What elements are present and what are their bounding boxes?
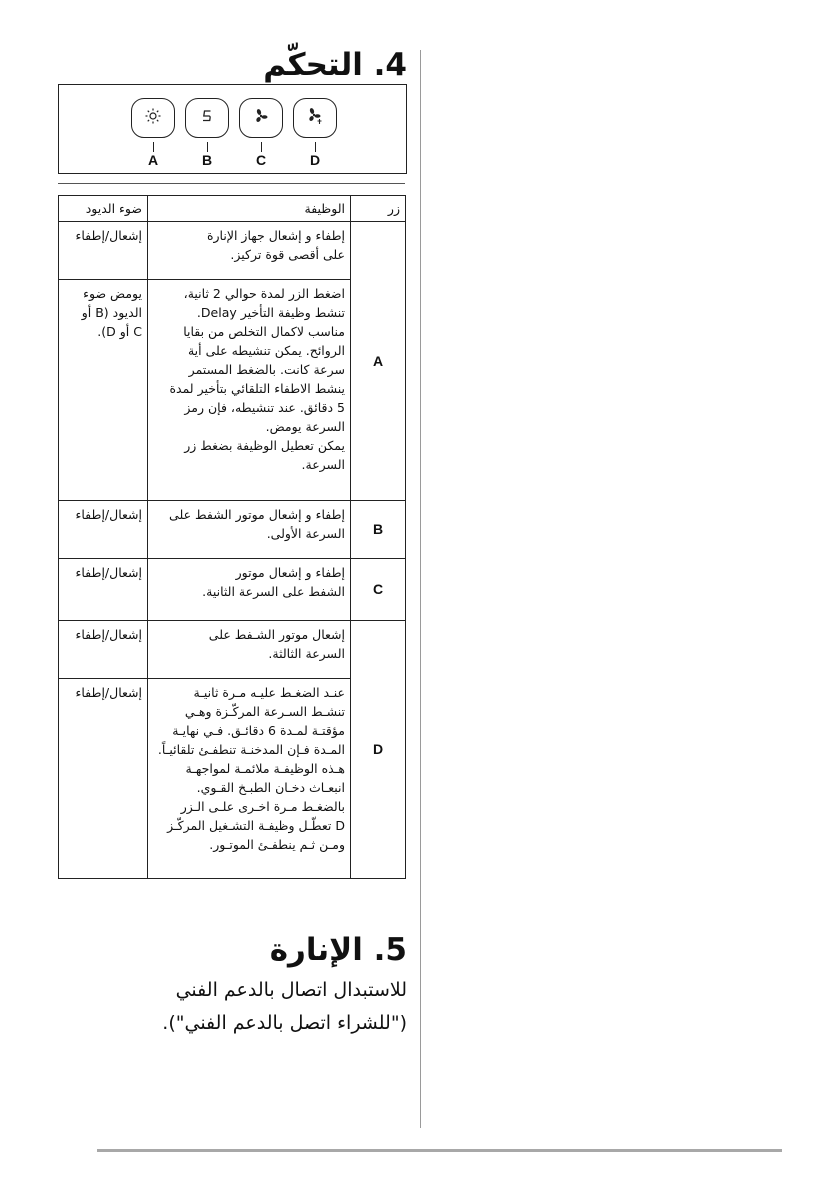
- header-led: ضوء الديود: [59, 196, 148, 222]
- button-c-leader: [261, 142, 262, 152]
- button-b-label: B: [201, 152, 213, 168]
- button-c-diagram: [239, 98, 283, 138]
- button-a-label: A: [147, 152, 159, 168]
- control-panel-diagram: [58, 84, 407, 174]
- table-header-row: [59, 196, 406, 222]
- button-d-diagram: [293, 98, 337, 138]
- function-cell: إطفاء و إشعال موتور الشفط على السرعة الأولى.: [148, 501, 351, 559]
- button-d-label: D: [309, 152, 321, 168]
- button-a-diagram: [131, 98, 175, 138]
- button-cell: B: [351, 501, 406, 559]
- header-button: زر: [351, 196, 406, 222]
- footer-rule: [97, 1149, 782, 1152]
- function-table: [58, 195, 406, 879]
- table-row: [59, 621, 406, 679]
- table-row: [59, 501, 406, 559]
- lighting-paragraph-line-1: للاستبدال اتصال بالدعم الفني: [175, 979, 407, 1001]
- led-cell: يومض ضوء الديود (B أو C أو D).: [59, 280, 148, 501]
- button-cell: A: [351, 222, 406, 501]
- button-b-diagram: [185, 98, 229, 138]
- led-cell: إشعال/إطفاء: [59, 679, 148, 879]
- section-4-title: 4. التحكّم: [263, 47, 407, 83]
- function-cell: إطفاء و إشعال جهاز الإنارة على أقصى قوة تركيز.: [148, 222, 351, 280]
- table-row: [59, 559, 406, 621]
- light-icon: [143, 106, 163, 130]
- column-divider: [420, 50, 421, 1128]
- button-cell: C: [351, 559, 406, 621]
- lighting-paragraph-line-2: ("للشراء اتصل بالدعم الفني").: [162, 1012, 407, 1034]
- function-cell: إشعال موتور الشـفط على السرعة الثالثة.: [148, 621, 351, 679]
- led-cell: إشعال/إطفاء: [59, 501, 148, 559]
- led-cell: إشعال/إطفاء: [59, 559, 148, 621]
- header-function: الوظيفة: [148, 196, 351, 222]
- function-cell: اضغط الزر لمدة حوالي 2 ثانية، تنشط وظيفة التأخير Delay. مناسب لاكمال التخلص من بقايا الروائح. يمكن تنشيطه على أية سرعة كانت. بالضغط المستمر ينشط الاطفاء التلقائي بتأخير لمدة 5 دقائق. عند تنشيطه، فإن رمز السرعة يومض. يمكن تعطيل الوظيفة بضغط زر السرعة.: [148, 280, 351, 501]
- button-cell: D: [351, 621, 406, 879]
- function-cell: إطفاء و إشعال موتور الشفط على السرعة الثانية.: [148, 559, 351, 621]
- function-cell: عنـد الضغـط عليـه مـرة ثانيـة تنشـط السـرعة المركّـزة وهـي مؤقتـة لمـدة 6 دقائـق. فـي نهايـة المـدة فـإن المدخنـة تنطفـئ تلقائيـاً. هـذه الوظيفـة ملائمـة لمواجهـة انبعـاث دخـان الطبـخ القـوي. بالضغـط مـرة اخـرى علـى الـزر D تعطّـل وظيفـة التشـغيل المركّـز ومـن ثـم ينطفـئ الموتـور.: [148, 679, 351, 879]
- led-cell: إشعال/إطفاء: [59, 222, 148, 280]
- table-row: [59, 222, 406, 280]
- button-d-leader: [315, 142, 316, 152]
- button-c-label: C: [255, 152, 267, 168]
- button-a-leader: [153, 142, 154, 152]
- delay-icon: [197, 106, 217, 130]
- section-5-title: 5. الإنارة: [269, 932, 407, 968]
- led-cell: إشعال/إطفاء: [59, 621, 148, 679]
- button-b-leader: [207, 142, 208, 152]
- fan-boost-icon: [305, 106, 325, 130]
- fan-speed-icon: [251, 106, 271, 130]
- divider: [58, 183, 405, 184]
